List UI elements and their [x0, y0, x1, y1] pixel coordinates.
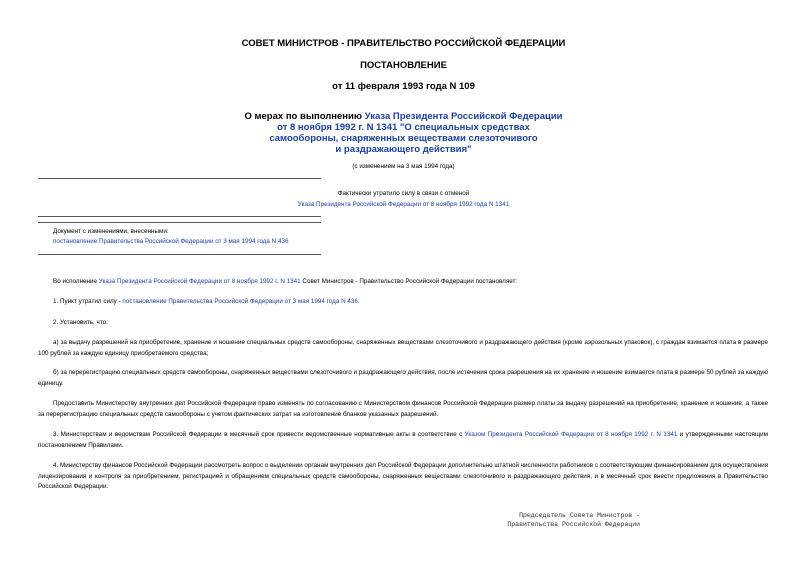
title-link-line3[interactable]: самообороны, снаряженных веществами слезоточивого — [269, 133, 538, 144]
intro-decree-link[interactable]: Указа Президента Российской Федерации от 8 ноября 1992 г. N 1341 — [98, 278, 301, 285]
title-prefix: О мерах по выполнению — [244, 111, 365, 122]
paragraph-3: 3. Министерствам и ведомствам Российской Федерации в месячный срок привести ведомственные нормативные акты в соответствие с Указом Президента Российской Федерации от 8 ноября 1992 г. N 1341 и утвержденными настоящим постановлением Правилами. — [38, 431, 768, 449]
document-title — [0, 111, 807, 155]
signature-line1: Председатель Совета Министров - — [519, 512, 640, 519]
amendment-note: (с изменением на 3 мая 1994 года) — [352, 163, 455, 170]
divider — [38, 254, 321, 255]
p1-resolution-link[interactable]: постановление Правительства Российской Федерации от 3 мая 1994 года N 436 — [122, 298, 358, 305]
paragraph-2a: а) за выдачу разрешений на приобретение, хранение и ношение специальных средств самообороны, снаряженных веществами слезоточивого и раздражающего действия (кроме аэрозольных упаковок), с граждан взимается плата в размере 100 рублей за каждую единицу приобретаемого средства; — [38, 339, 768, 357]
status-link[interactable]: Указа Президента Российской Федерации от 8 ноября 1992 года N 1341 — [297, 201, 510, 208]
paragraph-2c: Предоставить Министерству внутренних дел Российской Федерации право изменять по согласованию с Министерством финансов Российской Федерации размер платы за выдачу разрешений на приобретение, хранение и ношение, а также за перерегистрацию специальных средств самообороны с учетом фактических затрат на изготовление бланков указанных разрешений. — [38, 400, 768, 418]
signature-block — [480, 511, 640, 529]
paragraph-2b: б) за перерегистрацию специальных средств самообороны, снаряженных веществами слезоточивого и раздражающего действия, после истечения срока разрешения на их хранение и ношение взимается плата в размере 50 рублей за каждую единицу. — [38, 369, 768, 387]
changes-link[interactable]: постановление Правительства Российской Федерации от 3 мая 1994 года N 436 — [53, 238, 289, 245]
title-link-decree[interactable]: Указа Президента Российской Федерации — [364, 111, 563, 122]
paragraph-2: 2. Установить, что: — [53, 319, 108, 326]
signature-line2: Правительства Российской Федерации — [507, 521, 640, 528]
document-type: ПОСТАНОВЛЕНИЕ — [360, 60, 447, 71]
divider — [38, 216, 321, 217]
intro-paragraph: Во исполнение Указа Президента Российской Федерации от 8 ноября 1992 г. N 1341 Совет Министров - Правительство Российской Федерации постановляет: — [53, 278, 518, 285]
changes-label: Документ с изменениями, внесенными: — [53, 228, 169, 235]
divider — [38, 178, 321, 179]
title-link-line4[interactable]: и раздражающего действия" — [335, 144, 472, 155]
paragraph-1: 1. Пункт утратил силу - постановление Правительства Российской Федерации от 3 мая 1994 года N 436. — [53, 298, 360, 305]
p3-decree-link[interactable]: Указом Президента Российской Федерации от 8 ноября 1992 г. N 1341 — [464, 431, 678, 438]
issuer-heading: СОВЕТ МИНИСТРОВ - ПРАВИТЕЛЬСТВО РОССИЙСКОЙ ФЕДЕРАЦИИ — [241, 38, 566, 49]
divider — [38, 222, 321, 223]
document-date: от 11 февраля 1993 года N 109 — [332, 81, 475, 92]
title-link-line2[interactable]: от 8 ноября 1992 г. N 1341 "О специальных средствах — [277, 122, 530, 133]
paragraph-4: 4. Министерству финансов Российской Федерации рассмотреть вопрос о выделении органам внутренних дел Российской Федерации дополнительно штатной численности работников с соответствующим финансированием для осуществления лицензирования и контроля за приобретением, регистрацией и обращением специальных средств самообороны, снаряженных веществами слезоточивого и раздражающего действия, и в месячный срок внести предложения в Правительство Российской Федерации. — [38, 462, 768, 490]
status-text: Фактически утратило силу в связи с отменой — [337, 190, 470, 197]
